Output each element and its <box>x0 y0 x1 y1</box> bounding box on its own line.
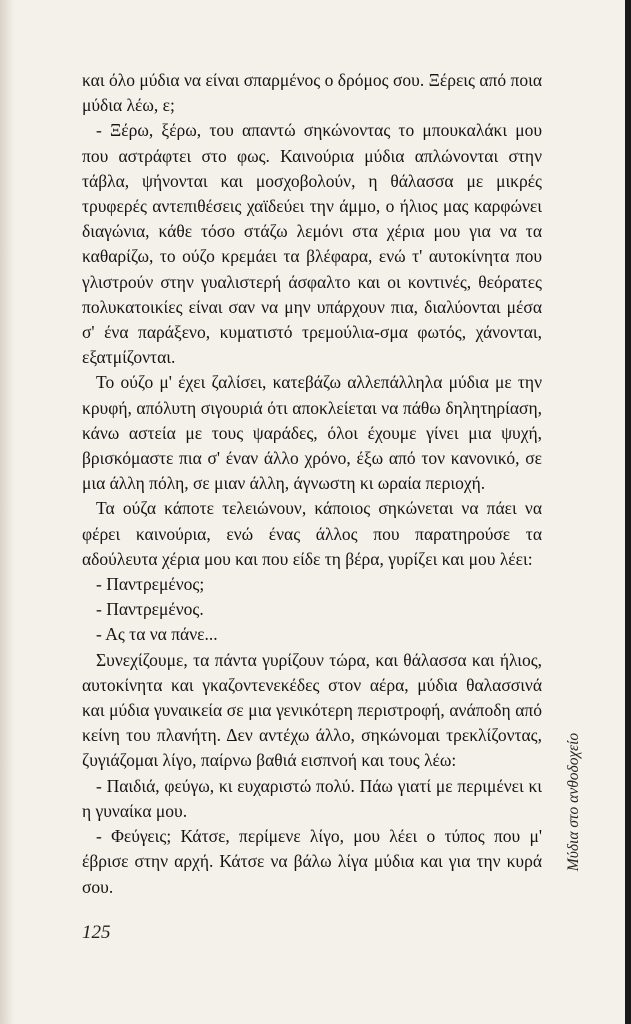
paragraph-9: - Παιδιά, φεύγω, κι ευχαριστώ πολύ. Πάω γιατί με περιμένει κι η γυναίκα μου. <box>82 775 542 821</box>
paragraph-7: - Ας τα να πάνε... <box>96 624 218 645</box>
paragraph-6: - Παντρεμένος. <box>96 599 204 620</box>
paragraph-2: - Ξέρω, ξέρω, του απαντώ σηκώνοντας το μπουκαλάκι μου που αστράφτει στο φως. Καινούρια μύδια απλώνονται στην τάβλα, ψήνονται και μοσχοβολούν, η θάλασσα με μικρές τρυφερές αντεπιθέσεις χαϊδεύει την άμμο, ο ήλιος μας καρφώνει διαγώνια, κάθε τόσο στάζω λεμόνι στα χέρια μου για να τα καθαρίζω, το ούζο κρεμάει τα βλέφαρα, ενώ τ' αυτοκίνητα που γλιστρούν στην γυαλιστερή άσφαλτο και οι κοντινές, θεόρατες πολυκατοικίες είναι σαν να μην υπάρχουν πια, διαλύονται μέσα σ' ένα παράξενο, κυματιστό τρεμούλια-σμα φωτός, χάνονται, εξατμίζονται. <box>82 120 542 368</box>
paragraph-1: και όλο μύδια να είναι σπαρμένος ο δρόμος σου. Ξέρεις από ποια μύδια λέω, ε; <box>82 70 542 116</box>
body-text <box>82 68 542 900</box>
paragraph-5: - Παντρεμένος; <box>96 574 205 595</box>
running-title: Μύδια στο ανθοδοχείο <box>565 732 582 872</box>
page-number: 125 <box>82 922 111 943</box>
paragraph-10: - Φεύγεις; Κάτσε, περίμενε λίγο, μου λέει ο τύπος που μ' έβρισε στην αρχή. Κάτσε να βάλω λίγα μύδια και για την κυρά σου. <box>82 826 542 897</box>
page-gutter-shadow <box>0 0 14 1024</box>
paragraph-8: Συνεχίζουμε, τα πάντα γυρίζουν τώρα, και θάλασσα και ήλιος, αυτοκίνητα και γκαζοντενεκέδες στον αέρα, μύδια θαλασσινά και μύδια γυναικεία σε μια γενικότερη περιστροφή, ανάποδη από κείνη του πλανήτη. Δεν αντέχω άλλο, σηκώνομαι τρεκλίζοντας, ζυγιάζομαι λίγο, παίρνω βαθιά εισπνοή και τους λέω: <box>82 649 542 771</box>
paragraph-3: Το ούζο μ' έχει ζαλίσει, κατεβάζω αλλεπάλληλα μύδια με την κρυφή, απόλυτη σιγουριά ότι αποκλείεται να πάθω δηλητηρίαση, κάνω αστεία με τους ψαράδες, όλοι έχουμε γίνει μια ψυχή, βρισκόμαστε πια σ' έναν άλλο χρόνο, έξω από τον κανονικό, σε μια άλλη πόλη, σε μιαν άλλη, άγνωστη κι ωραία περιοχή. <box>82 372 542 494</box>
running-title-container <box>562 712 586 892</box>
paragraph-4: Τα ούζα κάποτε τελειώνουν, κάποιος σηκώνεται να πάει να φέρει καινούρια, ενώ ένας άλλος που παρατηρούσε τα αδούλευτα χέρια μου και που είδε τη βέρα, γυρίζει και μου λέει: <box>82 498 542 569</box>
